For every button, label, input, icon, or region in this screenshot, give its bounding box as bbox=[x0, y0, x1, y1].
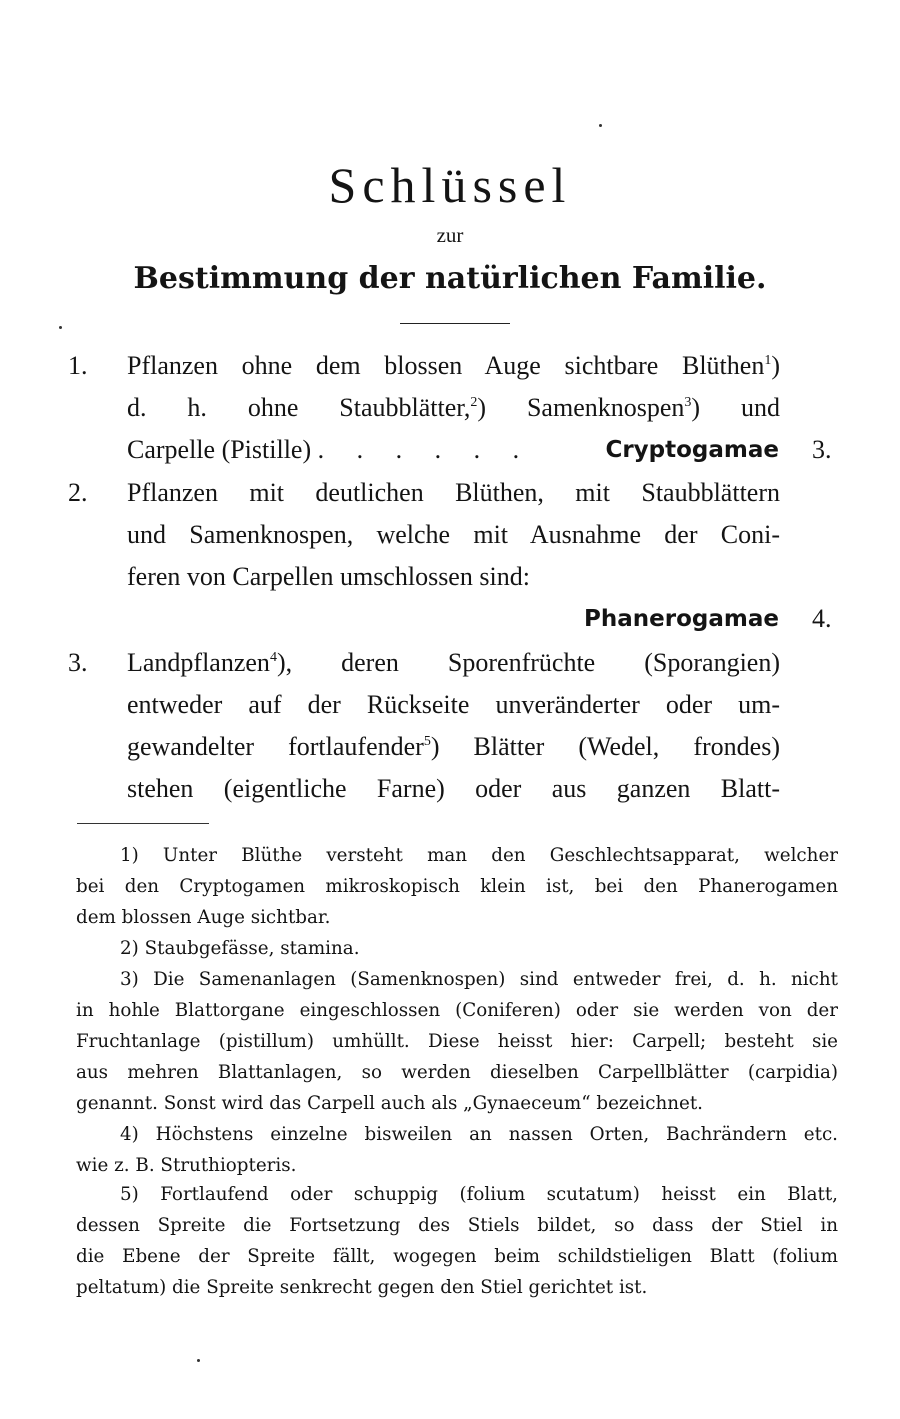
entry-line: stehen (eigentliche Farne) oder aus ganzen Blatt- bbox=[127, 774, 780, 803]
footnote-4 bbox=[76, 1119, 838, 1181]
footnote-line: peltatum) die Spreite senkrecht gegen den Stiel gerichtet ist. bbox=[76, 1277, 648, 1298]
footnote-line: dem blossen Auge sichtbar. bbox=[76, 907, 331, 928]
footnote-ref: 2 bbox=[470, 395, 478, 410]
footnote-line: in hohle Blattorgane eingeschlossen (Coniferen) oder sie werden von der bbox=[76, 1000, 838, 1021]
ink-speck bbox=[599, 124, 602, 127]
family-group-name: Phanerogamae bbox=[584, 606, 779, 632]
footnote-line: wie z. B. Struthiopteris. bbox=[76, 1155, 297, 1176]
footnote-5 bbox=[76, 1179, 838, 1303]
footnote-line: bei den Cryptogamen mikroskopisch klein ist, bei den Phanerogamen bbox=[76, 876, 838, 897]
entry-line: und Samenknospen, welche mit Ausnahme der Coni- bbox=[127, 520, 780, 549]
entry-line: Landpflanzen$^4$), deren Sporenfrüchte (Sporangien) bbox=[127, 648, 780, 677]
footnote-line: dessen Spreite die Fortsetzung des Stiels bildet, so dass der Stiel in bbox=[76, 1215, 838, 1236]
footnote-2 bbox=[76, 933, 838, 964]
footnote-line: 1) Unter Blüthe versteht man den Geschlechtsapparat, welcher bbox=[120, 845, 838, 866]
footnote-line: genannt. Sonst wird das Carpell auch als „Gynaeceum“ bezeichnet. bbox=[76, 1093, 703, 1114]
entry-number: 2. bbox=[68, 478, 88, 507]
entry-line: feren von Carpellen umschlossen sind: bbox=[127, 562, 530, 591]
footnote-line: aus mehren Blattanlagen, so werden dieselben Carpellblätter (carpidia) bbox=[76, 1062, 838, 1083]
entry-line: Pflanzen ohne dem blossen Auge sichtbare Blüthen$^1$) bbox=[127, 351, 780, 380]
ink-speck bbox=[59, 326, 62, 329]
entry-line: Carpelle (Pistille) . . . . . . bbox=[127, 435, 533, 464]
footnote-line: 5) Fortlaufend oder schuppig (folium scutatum) heisst ein Blatt, bbox=[120, 1184, 838, 1205]
footnote-ref: 4 bbox=[269, 650, 277, 665]
title-connector: zur bbox=[436, 223, 464, 247]
footnote-divider bbox=[77, 823, 209, 824]
footnote-line: Fruchtanlage (pistillum) umhüllt. Diese heisst hier: Carpell; besteht sie bbox=[76, 1031, 838, 1052]
ink-speck bbox=[197, 1359, 200, 1362]
footnote-ref: 5 bbox=[423, 734, 431, 749]
entry-line: gewandelter fortlaufender$^5$) Blätter (Wedel, frondes) bbox=[127, 732, 780, 761]
footnote-line: 3) Die Samenanlagen (Samenknospen) sind entweder frei, d. h. nicht bbox=[120, 969, 838, 990]
footnote-ref: 3 bbox=[684, 395, 692, 410]
footnote-1 bbox=[76, 840, 838, 933]
footnote-3 bbox=[76, 964, 838, 1119]
entry-reference: 3. bbox=[812, 435, 832, 464]
entry-reference: 4. bbox=[812, 604, 832, 633]
page-title: Schlüssel bbox=[328, 157, 572, 213]
title-divider bbox=[400, 323, 510, 324]
page-heading: Bestimmung der natürlichen Familie. bbox=[133, 261, 767, 296]
footnote-line: 4) Höchstens einzelne bisweilen an nassen Orten, Bachrändern etc. bbox=[120, 1124, 838, 1145]
leader-dots: . . . . . . bbox=[317, 435, 533, 464]
footnote-ref: 1 bbox=[764, 353, 772, 368]
footnote-line: die Ebene der Spreite fällt, wogegen beim schildstieligen Blatt (folium bbox=[76, 1246, 838, 1267]
entry-line: d. h. ohne Staubblätter,$^2$) Samenknospen$^3$) und bbox=[127, 393, 780, 422]
footnote-line: 2) Staubgefässe, stamina. bbox=[120, 938, 360, 959]
entry-number: 3. bbox=[68, 648, 88, 677]
entry-line: Pflanzen mit deutlichen Blüthen, mit Staubblättern bbox=[127, 478, 780, 507]
entry-line: entweder auf der Rückseite unveränderter oder um- bbox=[127, 690, 780, 719]
family-group-name: Cryptogamae bbox=[605, 437, 779, 463]
entry-number: 1. bbox=[68, 351, 88, 380]
